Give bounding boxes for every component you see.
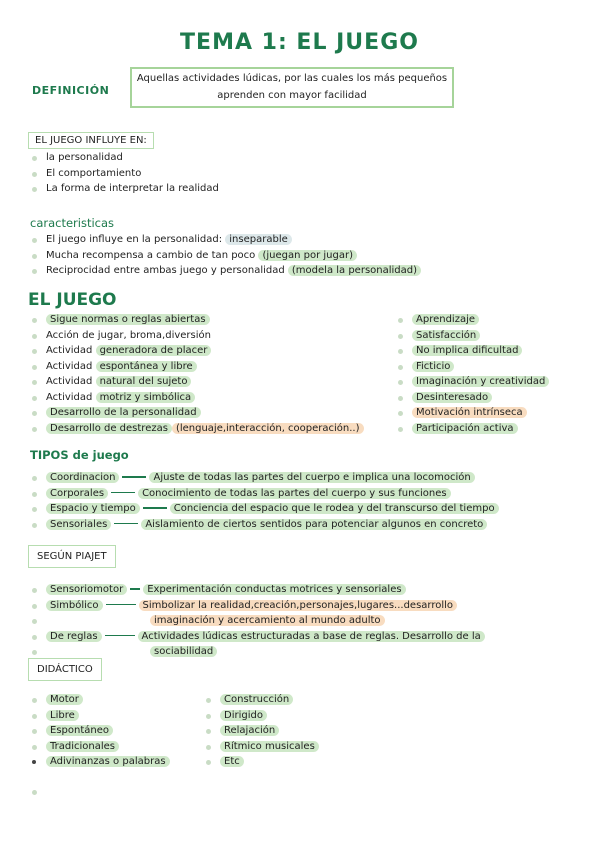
list-item-continued: sociabilidad — [30, 644, 485, 660]
caracteristicas-heading: caracteristicas — [30, 216, 115, 230]
el-juego-heading: EL JUEGO — [28, 290, 117, 310]
bullet-icon — [32, 790, 37, 795]
tipos-list — [30, 470, 570, 532]
list-item: Aprendizaje — [396, 312, 549, 328]
list-item: Simbólico Simbolizar la realidad,creación,personajes,lugares...desarrollo — [30, 598, 485, 614]
list-item: Rítmico musicales — [204, 739, 319, 755]
arrow-line-icon — [130, 588, 140, 590]
list-item: Sigue normas o reglas abiertas — [30, 312, 364, 328]
influye-heading: EL JUEGO INFLUYE EN: — [28, 132, 154, 149]
list-item: La forma de interpretar la realidad — [30, 181, 219, 197]
list-item: Sensoriomotor Experimentación conductas motrices y sensoriales — [30, 582, 485, 598]
list-item: Acción de jugar, broma,diversión — [30, 328, 364, 344]
list-item: Actividad espontánea y libre — [30, 359, 364, 375]
arrow-line-icon — [105, 635, 135, 637]
definicion-text-1: Aquellas actividades lúdicas, por las cuales los más pequeños — [136, 73, 448, 84]
list-item: la personalidad — [30, 150, 219, 166]
list-item: Adivinanzas o palabras — [30, 754, 170, 770]
didactico-left-list — [30, 692, 170, 770]
definicion-text-2: aprenden con mayor facilidad — [217, 90, 367, 101]
list-item: El comportamiento — [30, 166, 219, 182]
list-item: Mucha recompensa a cambio de tan poco (juegan por jugar) — [30, 248, 421, 264]
list-item: Actividad motriz y simbólica — [30, 390, 364, 406]
list-item: Ficticio — [396, 359, 549, 375]
list-item: Actividad generadora de placer — [30, 343, 364, 359]
arrow-line-icon — [143, 507, 167, 509]
arrow-line-icon — [114, 523, 138, 525]
list-item: Reciprocidad entre ambas juego y personalidad (modela la personalidad) — [30, 263, 421, 279]
list-item: Desarrollo de la personalidad — [30, 405, 364, 421]
list-item: Coordinacion Ajuste de todas las partes del cuerpo e implica una locomoción — [30, 470, 570, 486]
didactico-heading: DIDÁCTICO — [28, 658, 102, 681]
list-item: Etc — [204, 754, 319, 770]
el-juego-left-list — [30, 312, 364, 436]
list-item: Motivación intrínseca — [396, 405, 549, 421]
arrow-line-icon — [122, 476, 146, 478]
list-item: Desinteresado — [396, 390, 549, 406]
list-item: Espontáneo — [30, 723, 170, 739]
tipos-heading: TIPOS de juego — [30, 448, 129, 462]
didactico-right-list — [204, 692, 319, 770]
list-item: No implica dificultad — [396, 343, 549, 359]
list-item: Sensoriales Aislamiento de ciertos sentidos para potenciar algunos en concreto — [30, 517, 570, 533]
list-item: Libre — [30, 708, 170, 724]
arrow-line-icon — [111, 492, 135, 494]
list-item: Dirigido — [204, 708, 319, 724]
list-item: Corporales Conocimiento de todas las partes del cuerpo y sus funciones — [30, 486, 570, 502]
list-item: Tradicionales — [30, 739, 170, 755]
list-item: Imaginación y creatividad — [396, 374, 549, 390]
list-item: Motor — [30, 692, 170, 708]
list-item: Satisfacción — [396, 328, 549, 344]
list-item: Relajación — [204, 723, 319, 739]
el-juego-right-list — [396, 312, 549, 436]
list-item: De reglas Actividades lúdicas estructuradas a base de reglas. Desarrollo de la — [30, 629, 485, 645]
influye-list — [30, 150, 219, 197]
list-item: El juego influye en la personalidad: inseparable — [30, 232, 421, 248]
page-title: TEMA 1: EL JUEGO — [180, 30, 419, 55]
list-item-continued: imaginación y acercamiento al mundo adulto — [30, 613, 485, 629]
definicion-label: DEFINICIÓN — [32, 84, 110, 97]
arrow-line-icon — [106, 604, 136, 606]
list-item: Participación activa — [396, 421, 549, 437]
caracteristicas-list — [30, 232, 421, 279]
list-item: Actividad natural del sujeto — [30, 374, 364, 390]
definicion-box — [130, 67, 454, 108]
list-item: Construcción — [204, 692, 319, 708]
list-item: Espacio y tiempo Conciencia del espacio que le rodea y del transcurso del tiempo — [30, 501, 570, 517]
piajet-list — [30, 582, 485, 660]
piajet-heading: SEGÚN PIAJET — [28, 545, 116, 568]
list-item: Desarrollo de destrezas (lenguaje,interacción, cooperación..) — [30, 421, 364, 437]
